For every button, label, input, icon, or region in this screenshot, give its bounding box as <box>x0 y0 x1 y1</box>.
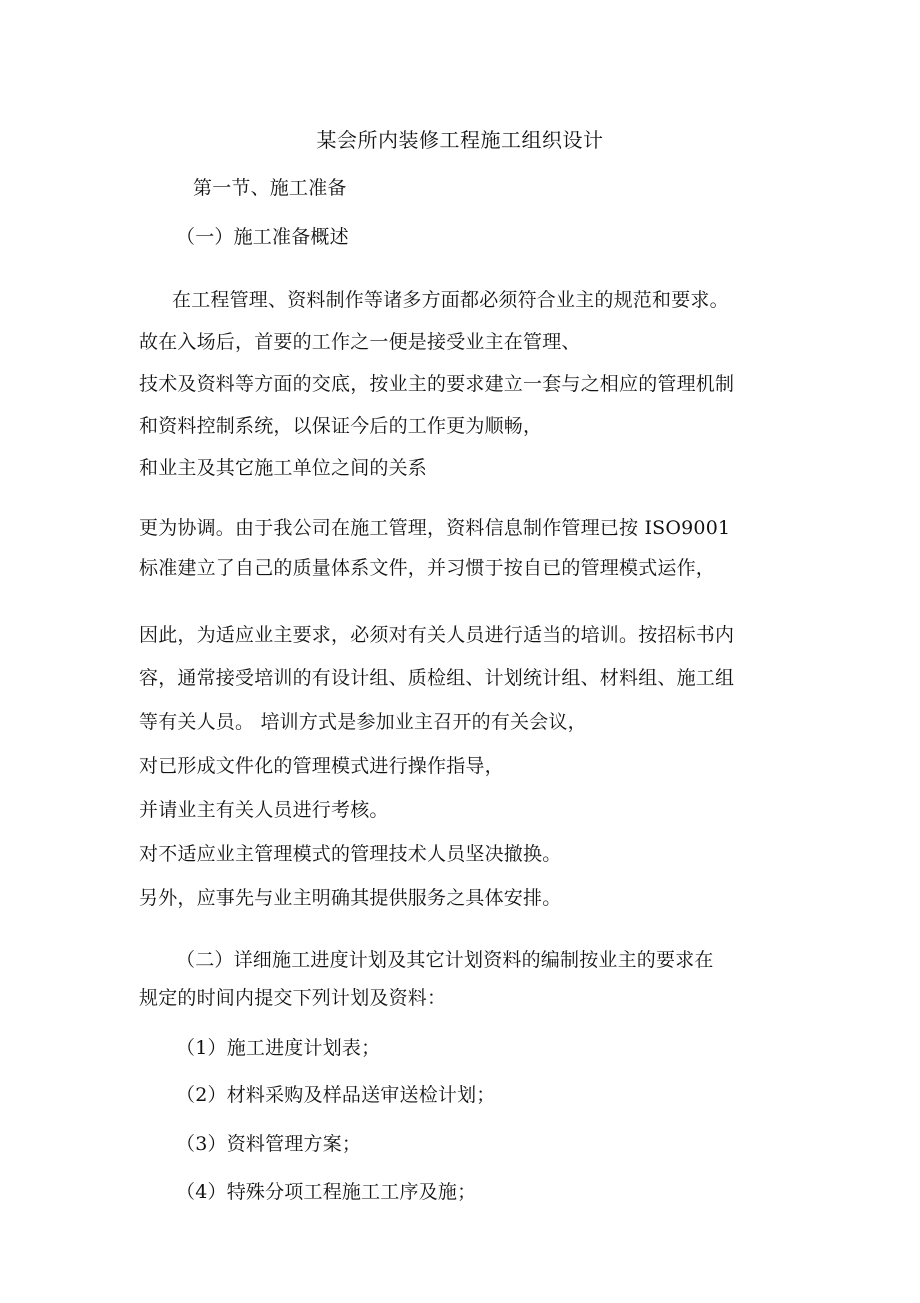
list-item: （4）特殊分项工程施工工序及施； <box>176 1181 477 1203</box>
paragraph-3-line-4: 对已形成文件化的管理模式进行操作指导， <box>139 755 504 777</box>
paragraph-3-line-2: 容，通常接受培训的有设计组、质检组、计划统计组、材料组、施工组 <box>139 667 735 689</box>
list-item: （1）施工进度计划表； <box>176 1037 381 1059</box>
paragraph-1-line-2: 故在入场后，首要的工作之一便是接受业主在管理、 <box>139 331 581 353</box>
paragraph-1-line-5: 和业主及其它施工单位之间的关系 <box>139 457 428 479</box>
section-heading: 第一节、施工准备 <box>193 177 347 199</box>
subsection-heading-2-line-2: 规定的时间内提交下列计划及资料： <box>139 987 447 1009</box>
paragraph-1-line-1: 在工程管理、资料制作等诸多方面都必须符合业主的规范和要求。 <box>172 289 729 311</box>
paragraph-3-line-3: 等有关人员。 培训方式是参加业主召开的有关会议， <box>139 711 587 733</box>
paragraph-3-line-7: 另外，应事先与业主明确其提供服务之具体安排。 <box>139 887 562 909</box>
list-item: （3）资料管理方案； <box>176 1133 362 1155</box>
paragraph-2-line-1: 更为协调。由于我公司在施工管理，资料信息制作管理已按 ISO9001 <box>139 517 731 539</box>
paragraph-3-line-6: 对不适应业主管理模式的管理技术人员坚决撤换。 <box>139 843 562 865</box>
paragraph-3-line-1: 因此，为适应业主要求，必须对有关人员进行适当的培训。按招标书内 <box>139 624 735 646</box>
paragraph-2-line-2: 标准建立了自己的质量体系文件，并习惯于按自已的管理模式运作， <box>139 557 716 579</box>
paragraph-3-line-5: 并请业主有关人员进行考核。 <box>139 799 389 821</box>
document-title: 某会所内装修工程施工组织设计 <box>316 128 604 152</box>
subsection-heading-2-line-1: （二）详细施工进度计划及其它计划资料的编制按业主的要求在 <box>176 949 714 971</box>
list-item: （2）材料采购及样品送审送检计划； <box>176 1084 496 1106</box>
subsection-heading-1: （一）施工准备概述 <box>176 226 349 248</box>
paragraph-1-line-3: 技术及资料等方面的交底，按业主的要求建立一套与之相应的管理机制 <box>139 373 735 395</box>
paragraph-1-line-4: 和资料控制系统，以保证今后的工作更为顺畅， <box>139 415 543 437</box>
